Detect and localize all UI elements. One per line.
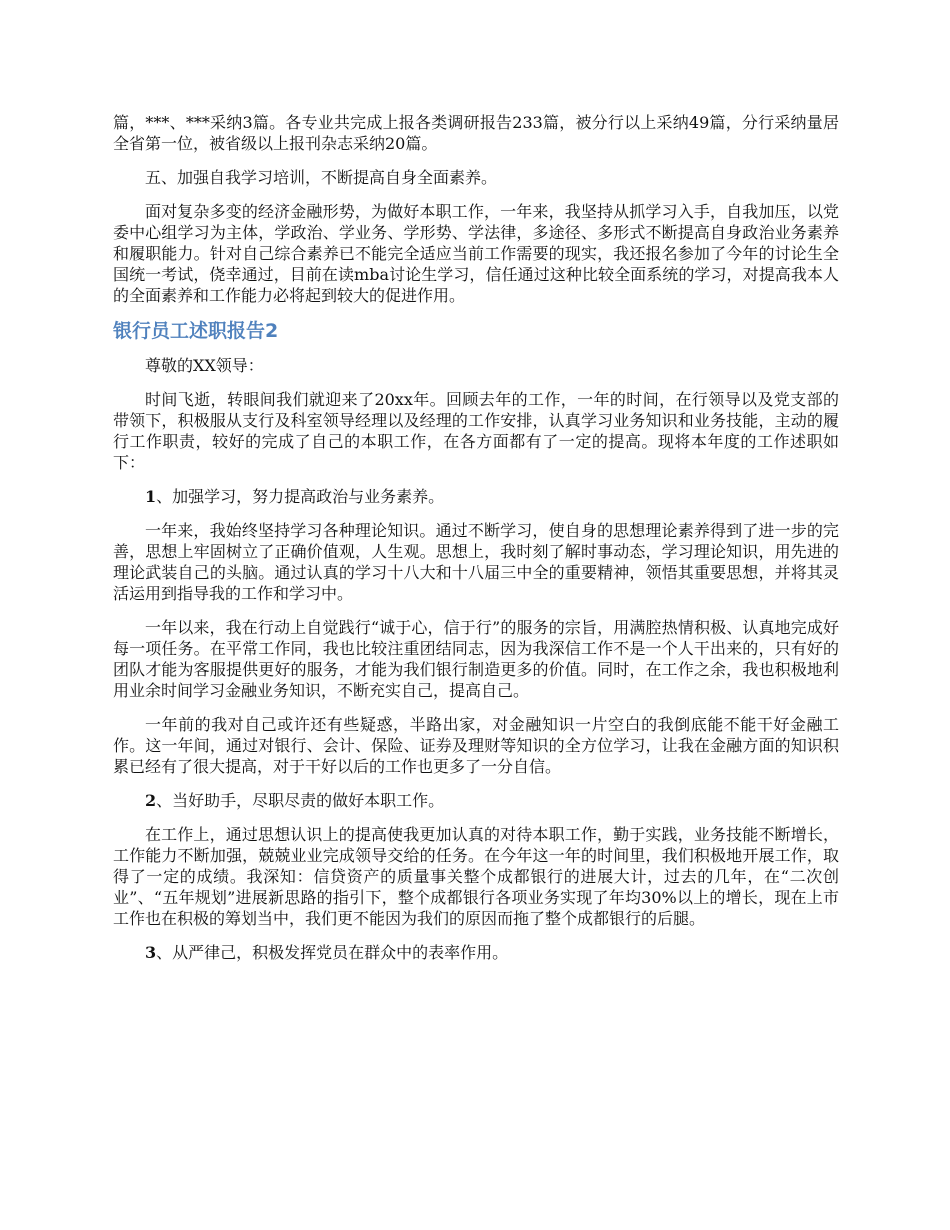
point-2-number: 2 [145, 791, 157, 810]
point-1-paragraph-2: 一年以来，我在行动上自觉践行“诚于心，信于行”的服务的宗旨，用满腔热情积极、认真地完成好每一项任务。在平常工作同，我也比较注重团结同志，因为我深信工作不是一个人干出来的，只有好的团队才能为客服提供更好的服务，才能为我们银行制造更多的价值。同时，在工作之余，我也积极地利用业余时间学习金融业务知识，不断充实自己，提高自己。 [113, 618, 839, 700]
salutation: 尊敬的XX领导： [145, 356, 264, 375]
report-heading: 银行员工述职报告2 [113, 320, 279, 342]
point-1-number: 1 [145, 487, 157, 506]
point-1-paragraph-3: 一年前的我对自己或许还有些疑惑，半路出家，对金融知识一片空白的我倒底能不能干好金融工作。这一年间，通过对银行、会计、保险、证券及理财等知识的全方位学习，让我在金融方面的知识积累已经有了很大提高，对于干好以后的工作也更多了一分自信。 [113, 715, 839, 776]
document-page [113, 112, 839, 976]
section-five-title: 五、加强自我学习培训，不断提高自身全面素养。 [145, 168, 498, 187]
point-2-title-text: 、当好助手，尽职尽责的做好本职工作。 [156, 791, 445, 810]
point-1-title [113, 486, 839, 507]
point-2-title [113, 790, 839, 811]
point-3-title [113, 942, 839, 963]
point-1-paragraph-1: 一年来，我始终坚持学习各种理论知识。通过不断学习，使自身的思想理论素养得到了进一步的完善，思想上牢固树立了正确价值观，人生观。思想上，我时刻了解时事动态，学习理论知识，用先进的理论武装自己的头脑。通过认真的学习十八大和十八届三中全的重要精神，领悟其重要思想，并将其灵活运用到指导我的工作和学习中。 [113, 521, 839, 603]
point-3-number: 3 [145, 943, 157, 962]
continued-paragraph: 篇，***、***采纳3篇。各专业共完成上报各类调研报告233篇，被分行以上采纳49篇，分行采纳量居全省第一位，被省级以上报刊杂志采纳20篇。 [113, 113, 839, 153]
point-3-title-text: 、从严律己，积极发挥党员在群众中的表率作用。 [156, 943, 509, 962]
point-2-paragraph-1: 在工作上，通过思想认识上的提高使我更加认真的对待本职工作，勤于实践，业务技能不断增长，工作能力不断加强，兢兢业业完成领导交给的任务。在今年这一年的时间里，我们积极地开展工作，取得了一定的成绩。我深知：信贷资产的质量事关整个成都银行的进展大计，过去的几年，在“二次创业”、“五年规划”进展新思路的指引下，整个成都银行各项业务实现了年均30%以上的增长，现在上市工作也在积极的筹划当中，我们更不能因为我们的原因而拖了整个成都银行的后腿。 [113, 825, 839, 928]
point-1-title-text: 、加强学习，努力提高政治与业务素养。 [156, 487, 445, 506]
intro-paragraph: 时间飞逝，转眼间我们就迎来了20xx年。回顾去年的工作，一年的时间，在行领导以及党支部的带领下，积极服从支行及科室领导经理以及经理的工作安排，认真学习业务知识和业务技能，主动的履行工作职责，较好的完成了自己的本职工作，在各方面都有了一定的提高。现将本年度的工作述职如下： [113, 390, 839, 472]
section-five-body: 面对复杂多变的经济金融形势，为做好本职工作，一年来，我坚持从抓学习入手，自我加压，以党委中心组学习为主体，学政治、学业务、学形势、学法律，多途径、多形式不断提高自身政治业务素养和履职能力。针对自己综合素养已不能完全适应当前工作需要的现实，我还报名参加了今年的讨论生全国统一考试，侥幸通过，目前在读mba讨论生学习，信任通过这种比较全面系统的学习，对提高我本人的全面素养和工作能力必将起到较大的促进作用。 [113, 202, 839, 305]
